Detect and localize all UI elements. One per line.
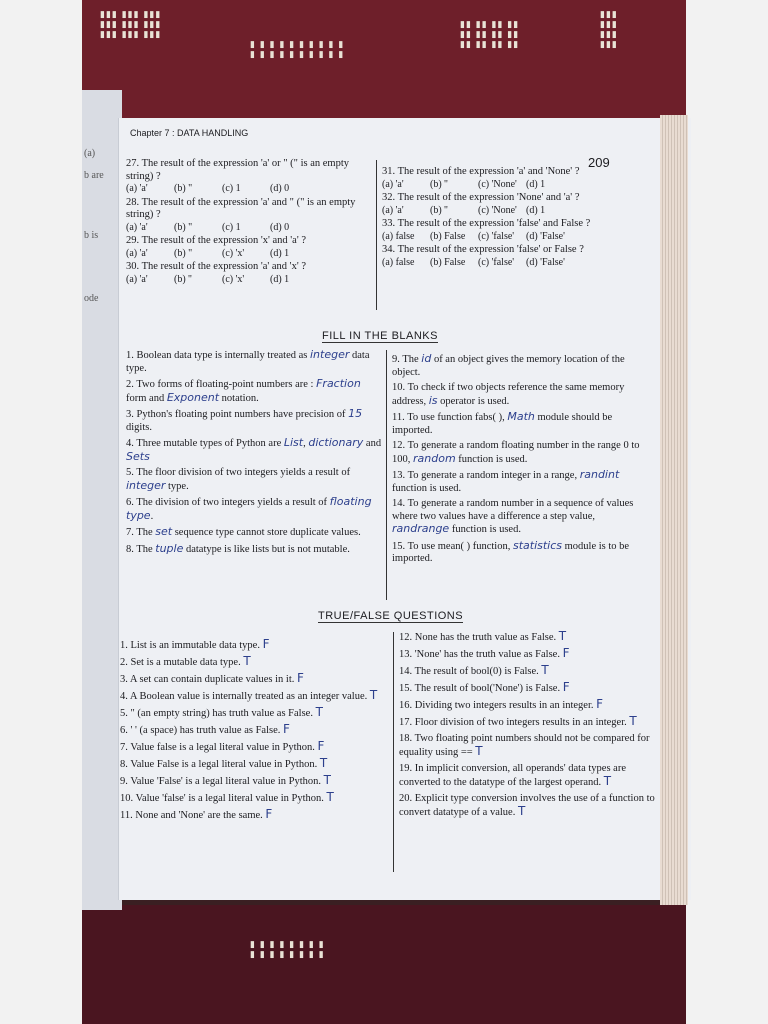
item-number: 18. [399, 733, 413, 744]
handwritten-mark: F [562, 680, 570, 694]
option: (d) 1 [526, 178, 546, 190]
tf-item [120, 655, 390, 669]
question-text: The result of the expression 'a' and " (" is an empty string) ? [126, 196, 356, 220]
statement-text: Value 'False' is a legal literal value in Python. [130, 776, 322, 787]
blank-item [392, 440, 654, 466]
item-number: 5. [120, 708, 128, 719]
handwritten-answer: randrange [392, 522, 450, 535]
item-number: 11. [120, 810, 133, 821]
handwritten-mark: T [558, 629, 567, 643]
statement-text: List is an immutable data type. [130, 640, 260, 651]
handwritten-answer: List [283, 436, 304, 449]
item-number: 10. [392, 382, 406, 393]
item-text: To generate a random floating number in the range 0 to 100, [392, 440, 640, 465]
item-number: 14. [399, 666, 413, 677]
options-row [382, 205, 657, 218]
statement-text: The result of bool(0) is False. [414, 666, 539, 677]
item-text: and [363, 438, 382, 449]
handwritten-mark: T [369, 688, 378, 702]
handwritten-answer: Exponent [166, 390, 220, 404]
statement-text: In implicit conversion, all operands' data types are converted to the datatype of the largest operand. [399, 763, 626, 788]
tf-item [399, 715, 664, 729]
blank-item [126, 526, 382, 540]
question-number: 29. [126, 235, 140, 246]
item-text: data type. [126, 350, 370, 374]
mcq-question [382, 192, 657, 217]
item-number: 14. [392, 498, 406, 509]
item-number: 12. [399, 632, 413, 643]
option: (b) " [174, 183, 193, 194]
tf-item [120, 672, 390, 686]
handwritten-mark: F [262, 637, 270, 651]
option: (d) 0 [270, 183, 290, 194]
fill-right-column [392, 353, 654, 569]
mcq-left-column [126, 158, 374, 287]
pattern-decor: ▮▮▮ ▮▮▮ ▮▮▮ ▮▮▮ ▮▮▮ ▮▮▮ ▮▮▮ ▮▮▮ ▮▮▮ [100, 10, 162, 40]
option: (a) 'a' [126, 247, 148, 259]
handwritten-mark: F [297, 671, 304, 685]
blank-item [392, 498, 654, 537]
item-number: 15. [392, 540, 406, 552]
handwritten-answer: tuple [155, 541, 184, 555]
statement-text: " (an empty string) has truth value as False. [130, 708, 313, 719]
tf-item [120, 689, 390, 703]
item-text: To generate a random integer in a range, [407, 470, 580, 481]
options-row [382, 179, 657, 192]
handwritten-mark: T [243, 654, 251, 668]
question-number: 31. [382, 166, 396, 177]
option: (b) False [430, 230, 466, 242]
statement-text: Value 'false' is a legal literal value in Python. [135, 793, 324, 804]
mcq-question [126, 261, 374, 286]
item-text: sequence type cannot store duplicate values. [172, 527, 361, 538]
handwritten-mark: F [562, 646, 570, 660]
question-number: 32. [382, 192, 396, 203]
item-number: 17. [399, 717, 413, 728]
handwritten-mark: T [517, 804, 526, 818]
statement-text: Set is a mutable data type. [130, 657, 241, 668]
question-number: 27. [126, 158, 140, 169]
blank-item [392, 469, 654, 495]
question-text: The result of the expression 'a' and 'x' ? [141, 261, 306, 272]
mcq-question [382, 218, 657, 243]
option: (c) 'false' [478, 230, 515, 242]
option: (b) " [174, 221, 193, 233]
option: (c) 1 [222, 221, 241, 233]
item-number: 2. [126, 379, 134, 390]
tf-item [399, 732, 664, 759]
item-text: of an object gives the memory location of the object. [392, 354, 625, 378]
handwritten-mark: T [629, 714, 637, 728]
item-number: 10. [120, 793, 134, 804]
statement-text: A Boolean value is internally treated as an integer value. [129, 691, 368, 702]
handwritten-mark: T [319, 756, 328, 770]
blank-item [126, 349, 382, 375]
option: (c) 'false' [478, 256, 515, 268]
item-text: The floor division of two integers yields a result of [136, 467, 351, 478]
blank-item [126, 408, 382, 434]
tf-item [120, 774, 390, 788]
tf-item [399, 698, 664, 712]
handwritten-answer: integer [309, 348, 350, 361]
option: (a) 'a' [126, 221, 148, 233]
tf-item [120, 808, 390, 822]
item-number: 16. [399, 700, 413, 711]
page-number: 209 [588, 155, 610, 170]
item-number: 5. [126, 467, 134, 478]
option: (a) false [382, 230, 415, 242]
statement-text: None has the truth value as False. [414, 632, 557, 643]
option: (a) 'a' [382, 204, 404, 216]
handwritten-answer: integer [126, 478, 166, 492]
options-row [126, 248, 374, 261]
mcq-right-column [382, 166, 657, 270]
handwritten-answer: is [428, 393, 438, 407]
item-text: digits. [126, 421, 152, 433]
item-text: The [136, 527, 156, 538]
tf-item [399, 664, 664, 678]
option: (d) 1 [270, 273, 290, 285]
handwritten-mark: F [265, 807, 273, 821]
option: (c) 1 [222, 183, 241, 194]
item-number: 7. [120, 742, 128, 753]
question-text: The result of the expression 'a' and 'None' ? [397, 166, 580, 177]
question-text: The result of the expression 'false' and False ? [397, 218, 591, 229]
item-number: 1. [120, 640, 128, 651]
tablecloth-bottom [0, 905, 768, 1024]
question-number: 33. [382, 218, 396, 229]
item-text: To generate a random number in a sequence of values where two values have a difference a step value, [392, 498, 634, 522]
fill-left-column [126, 349, 382, 559]
item-text: module is to be imported. [392, 540, 630, 564]
statement-text: Value False is a legal literal value in Python. [130, 759, 318, 770]
tf-item [120, 757, 390, 771]
tf-item [120, 740, 390, 754]
item-text: notation. [219, 392, 259, 404]
item-text: , [303, 438, 309, 449]
statement-text: Explicit type conversion involves the use of a function to convert datatype of a value. [399, 793, 655, 818]
tf-item [399, 762, 664, 789]
handwritten-mark: F [282, 722, 290, 736]
handwritten-mark: F [596, 697, 604, 711]
tf-item [120, 706, 390, 720]
option: (a) false [382, 256, 415, 268]
tf-item [399, 630, 664, 644]
handwritten-answer: dictionary [308, 436, 364, 449]
tf-item [399, 792, 664, 819]
handwritten-answer: floating type [126, 495, 372, 522]
item-number: 9. [120, 776, 128, 787]
item-number: 20. [399, 793, 413, 804]
option: (c) 'None' [478, 178, 517, 190]
chapter-header: Chapter 7 : DATA HANDLING [130, 128, 249, 138]
handwritten-mark: T [315, 705, 323, 719]
option: (d) 'False' [526, 230, 565, 242]
options-row [126, 183, 374, 196]
handwritten-mark: F [317, 739, 325, 753]
item-text: The [402, 354, 422, 365]
tf-item [120, 638, 390, 652]
question-number: 30. [126, 261, 140, 272]
statement-text: 'None' has the truth value as False. [414, 649, 560, 660]
tf-right-column [399, 630, 664, 822]
left-white-gutter [0, 0, 82, 1024]
column-divider [376, 160, 377, 310]
column-divider [393, 632, 394, 872]
handwritten-answer: randint [579, 468, 620, 481]
handwritten-answer: statistics [512, 538, 563, 552]
handwritten-mark: T [323, 773, 331, 787]
option: (b) '' [174, 273, 192, 285]
question-text: The result of the expression 'None' and 'a' ? [397, 192, 580, 203]
options-row [126, 274, 374, 287]
question-text: The result of the expression 'a' or " (" is an empty string) ? [126, 158, 349, 182]
options-row [382, 231, 657, 244]
page-stack-edge [660, 115, 688, 905]
item-number: 13. [399, 649, 413, 660]
item-text: The [136, 543, 156, 555]
item-text: function is used. [455, 453, 528, 465]
statement-text: Dividing two integers results in an integer. [414, 700, 594, 711]
item-text: To use function fabs( ), [407, 412, 508, 423]
pattern-decor: ▮ ▮ ▮ ▮ ▮ ▮ ▮ ▮ ▮ ▮ ▮ ▮ ▮ ▮ ▮ ▮ [250, 940, 325, 960]
blank-item [126, 496, 382, 523]
pattern-decor: ▮▮▮ ▮▮▮ ▮▮▮ ▮▮▮ [600, 10, 618, 50]
item-text: form and [126, 392, 167, 404]
mcq-question [382, 244, 657, 269]
mcq-question [126, 197, 374, 235]
item-number: 4. [126, 438, 134, 449]
question-number: 34. [382, 244, 396, 255]
pattern-decor: ▮▮ ▮▮ ▮▮ ▮▮ ▮▮ ▮▮ ▮▮ ▮▮ ▮▮ ▮▮ ▮▮ ▮▮ [460, 20, 520, 50]
item-number: 12. [392, 440, 406, 451]
item-text: Two forms of floating-point numbers are : [136, 379, 317, 390]
handwritten-answer: 15 [348, 407, 363, 420]
question-text: The result of the expression 'false' or False ? [397, 244, 584, 255]
option: (a) 'a' [126, 183, 148, 194]
tf-left-column [120, 638, 390, 825]
option: (c) 'x' [222, 247, 245, 259]
option: (d) 0 [270, 221, 290, 233]
handwritten-answer: Sets [126, 449, 150, 463]
handwritten-answer: Fraction [316, 377, 361, 390]
fill-blanks-title: FILL IN THE BLANKS [322, 330, 438, 342]
handwritten-answer: random [413, 451, 456, 465]
handwritten-mark: T [541, 663, 549, 677]
tf-item [120, 723, 390, 737]
item-number: 3. [126, 409, 134, 420]
option: (a) 'a' [126, 273, 148, 285]
question-number: 28. [126, 196, 140, 208]
statement-text: Floor division of two integers results in an integer. [414, 717, 627, 728]
options-row [382, 257, 657, 270]
item-text: To check if two objects reference the same memory address, [392, 382, 625, 407]
item-text: module should be imported. [392, 412, 613, 436]
handwritten-answer: set [155, 525, 173, 538]
option: (d) 1 [526, 204, 546, 216]
statement-text: Value false is a legal literal value in Python. [130, 742, 315, 753]
item-number: 13. [392, 470, 406, 481]
question-text: The result of the expression 'x' and 'a' ? [141, 235, 306, 246]
blank-item [392, 411, 654, 437]
tf-item [399, 681, 664, 695]
facing-page-edge: (a) b are b is ode [82, 90, 122, 910]
item-text: operator is used. [437, 395, 510, 407]
tf-item [120, 791, 390, 805]
option: (b) " [174, 247, 193, 259]
item-number: 8. [126, 543, 134, 555]
handwritten-mark: T [475, 744, 483, 758]
option: (a) 'a' [382, 178, 404, 190]
item-text: To use mean( ) function, [407, 540, 513, 552]
column-divider [386, 350, 387, 600]
item-text: Python's floating point numbers have precision of [136, 409, 349, 420]
mcq-question [126, 158, 374, 196]
item-number: 15. [399, 683, 413, 694]
tf-item [399, 647, 664, 661]
item-number: 7. [126, 527, 134, 538]
blank-item [392, 382, 654, 408]
item-number: 6. [126, 497, 134, 508]
item-number: 19. [399, 763, 413, 774]
item-number: 4. [120, 691, 128, 702]
blank-item [126, 543, 382, 557]
blank-item [392, 540, 654, 566]
true-false-title: TRUE/FALSE QUESTIONS [318, 610, 464, 622]
option: (d) 'False' [526, 256, 565, 268]
option: (d) 1 [270, 247, 290, 259]
item-number: 11. [392, 412, 405, 423]
item-number: 1. [126, 350, 134, 361]
pattern-decor: ▮ ▮ ▮ ▮ ▮ ▮ ▮ ▮ ▮ ▮ ▮ ▮ ▮ ▮ ▮ ▮ ▮ ▮ ▮ ▮ [250, 40, 345, 60]
item-text: Boolean data type is internally treated as [136, 350, 310, 361]
item-number: 8. [120, 759, 128, 770]
statement-text: Two floating point numbers should not be compared for equality using == [399, 733, 650, 758]
option: (c) 'x' [222, 273, 245, 285]
statement-text: ' ' (a space) has truth value as False. [130, 725, 281, 736]
mcq-question [382, 166, 657, 191]
statement-text: None and 'None' are the same. [135, 810, 263, 821]
blank-item [126, 437, 382, 464]
handwritten-answer: id [421, 352, 432, 365]
item-text: Three mutable types of Python are [136, 438, 284, 449]
handwritten-mark: T [326, 790, 334, 804]
item-number: 6. [120, 725, 128, 736]
statement-text: A set can contain duplicate values in it. [129, 674, 295, 685]
item-text: function is used. [449, 524, 521, 535]
item-number: 3. [120, 674, 128, 685]
blank-item [392, 353, 654, 379]
blank-item [126, 467, 382, 493]
item-text: datatype is like lists but is not mutable. [183, 543, 350, 555]
option: (b) '' [430, 204, 448, 216]
handwritten-mark: T [603, 774, 612, 788]
right-white-gutter [686, 0, 768, 1024]
item-text: The division of two integers yields a result of [136, 497, 330, 508]
item-number: 9. [392, 354, 400, 365]
statement-text: The result of bool('None') is False. [414, 683, 561, 694]
options-row [126, 222, 374, 235]
option: (c) 'None' [478, 204, 517, 216]
item-text: function is used. [392, 482, 462, 494]
option: (b) False [430, 256, 466, 268]
item-text: type. [165, 480, 189, 492]
mcq-question [126, 235, 374, 260]
handwritten-answer: Math [507, 410, 535, 423]
blank-item [126, 378, 382, 405]
option: (b) '' [430, 178, 448, 190]
item-text: . [150, 510, 154, 522]
item-number: 2. [120, 657, 128, 668]
